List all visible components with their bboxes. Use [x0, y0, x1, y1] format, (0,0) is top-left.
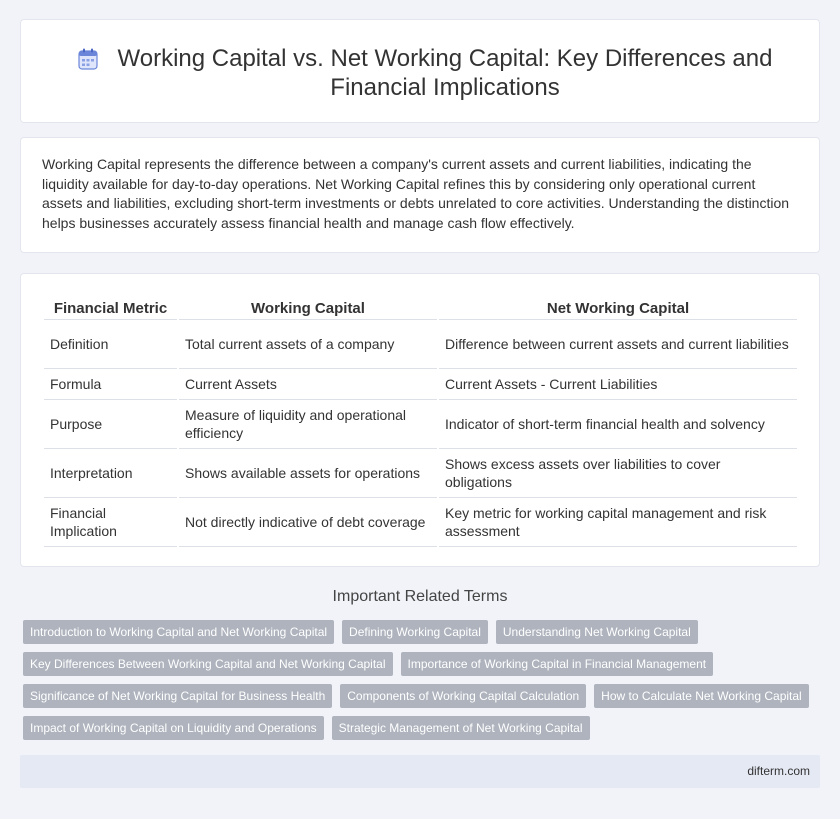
table-cell: Indicator of short-term financial health and solvency	[439, 400, 797, 449]
table-cell: Shows available assets for operations	[179, 449, 437, 498]
comparison-table-card	[20, 273, 820, 567]
related-term-link[interactable]: How to Calculate Net Working Capital	[594, 684, 809, 708]
table-cell: Interpretation	[44, 449, 177, 498]
related-term-link[interactable]: Key Differences Between Working Capital and Net Working Capital	[23, 652, 393, 676]
intro-card	[20, 137, 820, 253]
related-terms-title: Important Related Terms	[332, 588, 508, 605]
table-cell: Formula	[44, 369, 177, 400]
related-term-link[interactable]: Importance of Working Capital in Financial Management	[401, 652, 714, 676]
table-cell: Purpose	[44, 400, 177, 449]
related-term-link[interactable]: Significance of Net Working Capital for Business Health	[23, 684, 332, 708]
header-working-capital: Working Capital	[179, 294, 437, 320]
table-cell: Key metric for working capital management and risk assessment	[439, 498, 797, 547]
table-cell: Measure of liquidity and operational efficiency	[179, 400, 437, 449]
table-header-row	[44, 294, 797, 320]
table-cell: Current Assets - Current Liabilities	[439, 369, 797, 400]
comparison-table	[42, 294, 799, 547]
table-row	[44, 498, 797, 547]
related-terms-list	[23, 620, 823, 748]
related-term-link[interactable]: Understanding Net Working Capital	[496, 620, 698, 644]
related-term-link[interactable]: Components of Working Capital Calculation	[340, 684, 586, 708]
table-cell: Definition	[44, 320, 177, 369]
table-cell: Difference between current assets and current liabilities	[439, 320, 797, 369]
related-term-link[interactable]: Introduction to Working Capital and Net Working Capital	[23, 620, 334, 644]
table-cell: Total current assets of a company	[179, 320, 437, 369]
table-row	[44, 449, 797, 498]
table-row	[44, 369, 797, 400]
related-term-link[interactable]: Defining Working Capital	[342, 620, 488, 644]
table-cell: Financial Implication	[44, 498, 177, 547]
related-term-link[interactable]: Strategic Management of Net Working Capital	[332, 716, 590, 740]
intro-paragraph: Working Capital represents the difference between a company's current assets and current liabilities, indicating the liquidity available for day-to-day operations. Net Working Capital refines this by considering only operational current assets and liabilities, excluding short-term investments or debts unrelated to core activities. Understanding the distinction helps businesses accurately assess financial health and manage cash flow effectively.	[42, 156, 790, 231]
header-net-working-capital: Net Working Capital	[439, 294, 797, 320]
related-term-link[interactable]: Impact of Working Capital on Liquidity and Operations	[23, 716, 324, 740]
header-financial-metric: Financial Metric	[44, 294, 177, 320]
table-row	[44, 400, 797, 449]
title-card	[20, 19, 820, 123]
table-cell: Current Assets	[179, 369, 437, 400]
site-link[interactable]: difterm.com	[747, 764, 810, 778]
table-cell: Not directly indicative of debt coverage	[179, 498, 437, 547]
table-row	[44, 320, 797, 369]
page-title: Working Capital vs. Net Working Capital: Key Differences and Financial Implications	[117, 45, 773, 101]
footer	[20, 755, 820, 788]
table-cell: Shows excess assets over liabilities to cover obligations	[439, 449, 797, 498]
